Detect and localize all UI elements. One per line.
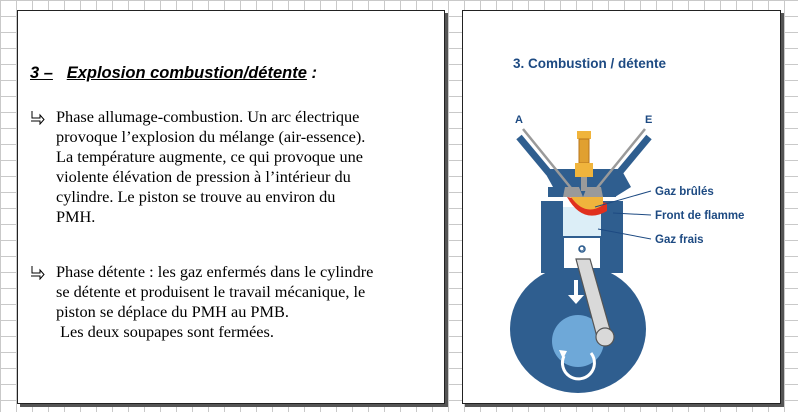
bullet-line: La température augmente, ce qui provoque une [56,147,363,166]
label-burnt-gas: Gaz brûlés [655,186,714,198]
piston-pin-label: O [579,246,585,253]
crank-pin [596,328,614,346]
heading-number: 3 – [30,64,53,82]
engine-diagram [463,11,780,403]
diagram-panel [462,10,781,404]
bullet-line: provoque l’explosion du mélange (air-essence). [56,127,366,146]
heading-colon: : [306,64,317,82]
valve-e-label: E [645,114,653,126]
bullet-line: se détente et produisent le travail mécanique, le [56,282,366,301]
bullet-text [56,107,438,227]
diagram-title: 3. Combustion / détente [513,56,667,71]
bullet-point [30,107,438,227]
bullet-line: PMH. [56,207,96,226]
bullet-line: Les deux soupapes sont fermées. [56,322,274,341]
spark-plug-terminal [577,131,591,139]
heading-title: Explosion combustion/détente [66,64,307,82]
bullet-text [56,262,438,342]
bullet-line: violente élévation de pression à l’intérieur du [56,167,351,186]
spark-plug-body [579,139,589,163]
text-panel [17,10,445,404]
bullet-line: cylindre. Le piston se trouve au environ du [56,187,336,206]
valve-a-label: A [515,114,523,126]
arrow-bullet-icon [30,109,46,125]
spark-plug-electrode [581,177,587,191]
section-heading [30,64,317,83]
down-arrow-shaft [574,280,578,296]
label-fresh-gas: Gaz frais [655,234,704,246]
bullet-line: Phase détente : les gaz enfermés dans le cylindre [56,262,374,281]
label-flame-front: Front de flamme [655,210,745,222]
arrow-bullet-icon [30,264,46,280]
cylinder-wall-left [541,201,563,273]
intake-valve-stem [523,129,575,193]
spark-plug-nut [575,163,593,177]
bullet-line: piston se déplace du PMH au PMB. [56,302,289,321]
bullet-point [30,262,438,342]
bullet-line: Phase allumage-combustion. Un arc électrique [56,107,360,126]
